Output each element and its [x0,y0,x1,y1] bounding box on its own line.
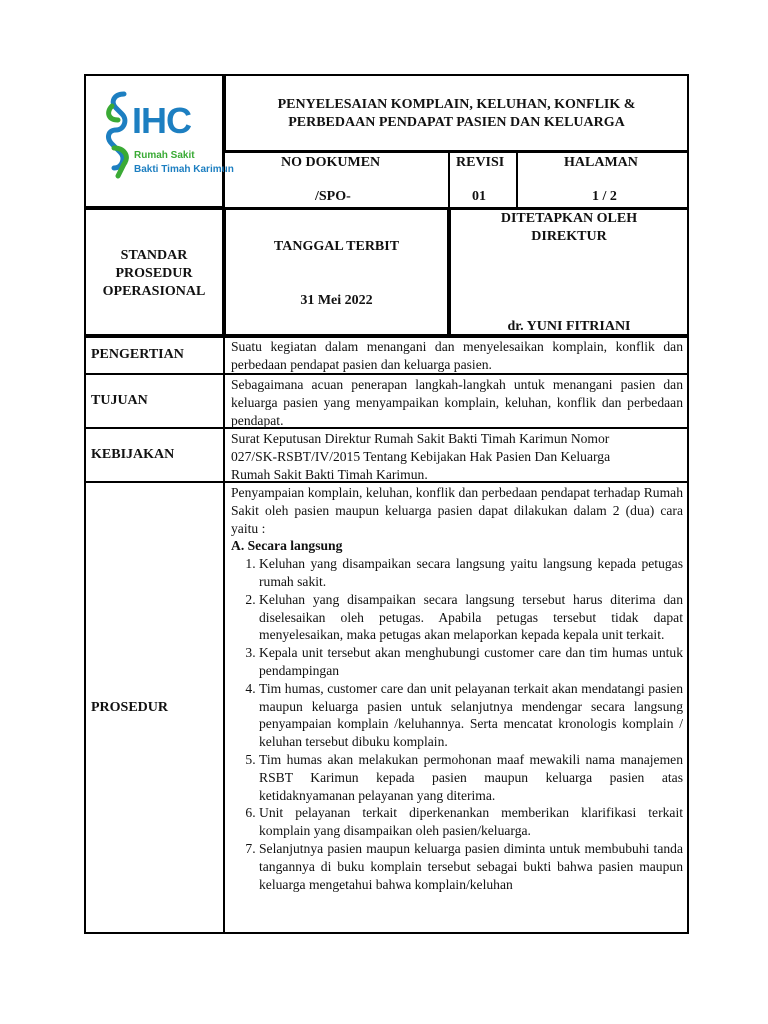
ditetapkan-line1: DITETAPKAN OLEH [500,211,638,226]
logo-line1: Rumah Sakit [134,150,195,161]
kebijakan-line2: 027/SK-RSBT/IV/2015 Tentang Kebijakan Hak Pasien Dan Keluarga [231,448,611,464]
kebijakan-line3: Rumah Sakit Bakti Timah Karimun. [231,466,428,482]
prosedur-label: PROSEDUR [84,482,224,934]
spo-cell [84,208,224,336]
list-item: 1. Keluhan yang disampaikan secara langsung yaitu langsung kepada petugas rumah sakit. [259,555,683,591]
logo-line2: Bakti Timah Karimun [134,164,234,175]
no-dokumen-label: NO DOKUMEN [281,155,381,170]
prosedur-content [224,482,688,934]
pengertian-label: PENGERTIAN [84,336,224,374]
spo-line2: PROSEDUR [115,266,193,281]
doc-title-line2: PERBEDAAN PENDAPAT PASIEN DAN KELUARGA [288,115,625,130]
spo-line3: OPERASIONAL [102,284,206,299]
list-item: 7. Selanjutnya pasien maupun keluarga pasien diminta untuk membubuhi tanda tangannya di buku komplain tersebut sebagai bukti bahwa pasien maupun keluarga mengetahui bahwa komplain/keluhan [259,840,683,893]
pengertian-content [224,336,688,374]
ditetapkan-line2: DIREKTUR [531,229,607,244]
logo-mark-icon [104,90,134,182]
logo-cell [84,74,234,208]
revisi-label: REVISI [456,155,505,170]
revisi-cell [449,152,517,208]
hospital-logo [104,88,234,198]
logo-brand: IHC [132,100,191,141]
list-item: 6. Unit pelayanan terkait diperkenankan memberikan klarifikasi terkait komplain yang disampaikan oleh pasien/keluarga. [259,804,683,840]
title-cell [224,74,689,152]
prosedur-subtitle: A. Secara langsung [231,538,343,554]
halaman-label: HALAMAN [564,155,638,170]
prosedur-intro: Penyampaian komplain, keluhan, konflik dan perbedaan pendapat terhadap Rumah Sakit oleh pasien maupun keluarga pasien dapat dilakukan dalam 2 (dua) cara yaitu : [231,485,683,536]
kebijakan-label: KEBIJAKAN [84,428,224,482]
kebijakan-content [224,428,688,482]
no-dokumen-value: /SPO- [315,189,351,204]
prosedur-steps [231,555,683,893]
ditetapkan-cell [449,208,689,336]
list-item: 2. Keluhan yang disampaikan secara langsung tersebut harus diterima dan diselesaikan oleh petugas. Apabila petugas tersebut tidak dapat menyelesaikan, maka petugas akan melaporkan kepada kepala unit terkait. [259,591,683,644]
tanggal-cell [224,208,449,336]
halaman-value: 1 / 2 [592,189,617,204]
list-item: 3. Kepala unit tersebut akan menghubungi customer care dan tim humas untuk pendampingan [259,644,683,680]
tujuan-text: Sebagaimana acuan penerapan langkah-langkah untuk menangani pasien dan keluarga pasien yang menyampaikan komplain, keluhan, konflik dan perbedaan pendapat. [231,377,683,428]
tanggal-label: TANGGAL TERBIT [273,239,400,254]
tanggal-value: 31 Mei 2022 [300,293,373,308]
tujuan-content [224,374,688,428]
revisi-value: 01 [472,189,486,204]
pengertian-text: Suatu kegiatan dalam menangani dan menyelesaikan komplain, konflik dan perbedaan pendapat pasien dan keluarga pasien. [231,339,683,372]
spo-line1: STANDAR [120,248,188,263]
halaman-cell [517,152,689,208]
direktur-name: dr. YUNI FITRIANI [507,319,631,334]
tujuan-label: TUJUAN [84,374,224,428]
list-item: 4. Tim humas, customer care dan unit pelayanan terkait akan mendatangi pasien maupun keluarga pasien untuk selanjutnya mendengar secara langsung penyampaian komplain /keluhannya. Serta mencatat kronologis komplain / keluhan tersebut dibuku komplain. [259,680,683,751]
kebijakan-line1: Surat Keputusan Direktur Rumah Sakit Bakti Timah Karimun Nomor [231,431,610,446]
list-item: 5. Tim humas akan melakukan permohonan maaf mewakili nama manajemen RSBT Karimun kepada pasien maupun keluarga pasien atas ketidaknyamanan pelayanan yang diterima. [259,751,683,804]
doc-title-line1: PENYELESAIAN KOMPLAIN, KELUHAN, KONFLIK & [277,97,636,112]
no-dokumen-cell [224,152,449,208]
